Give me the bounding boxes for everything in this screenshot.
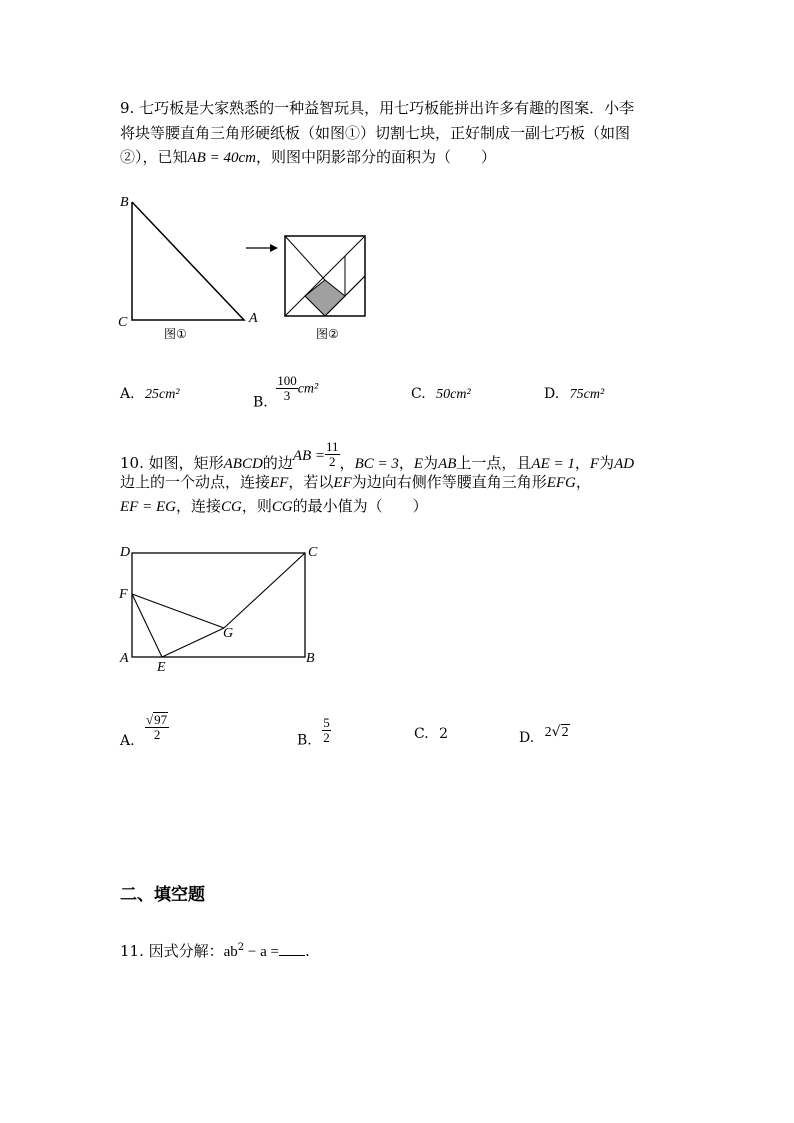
q9-line3-b: ，则图中阴影部分的面积为（ ） [255,148,496,166]
q9-option-d-label: D. [544,386,560,402]
q10-l1-d: ， [398,454,414,472]
q9-option-c-unit: cm² [450,387,471,402]
fig2-tangram [285,236,365,316]
fig1-label-b: B [120,195,129,210]
q11-expr-a: ab [223,944,238,960]
segment-gc [224,553,305,628]
q10-ab: AB [438,456,457,472]
q10-cg2: CG [271,499,293,515]
q10-l1-f: 为 [423,454,439,472]
q10-l2-b: ，若以 [288,473,334,491]
q10-option-d[interactable]: D. 2√2 [519,724,569,746]
q9-option-b-den: 3 [283,388,291,403]
q10-option-a-den: 2 [153,727,161,742]
q10-bc-eq: BC = 3 [354,456,399,472]
q9-option-b-unit: cm² [297,381,319,397]
q10-option-a-rad: 97 [154,712,168,727]
q10-option-b-label: B. [297,732,312,749]
label-e: E [157,660,166,673]
q10-ab-eq: AB = [292,448,326,464]
q9-option-c[interactable] [411,386,471,403]
q10-line3 [120,496,428,517]
fig1-triangle [132,202,244,320]
label-c: C [308,545,318,560]
q10-l1-h: 上一点，且 [456,454,532,472]
rectangle-abcd [132,553,305,657]
q9-option-b-num: 100 [277,373,297,388]
q10-option-c-value: 2 [439,726,449,742]
q9-ab-eq: AB = 40cm [187,150,256,166]
q10-l2-d: ， [575,473,591,491]
q10-option-b[interactable] [297,716,331,749]
q9-figures [110,190,390,350]
q10-option-c-label: C. [414,726,429,742]
q10-option-c[interactable] [414,726,448,742]
q9-option-a[interactable] [120,386,180,403]
q9-line3 [120,147,496,168]
q9-option-c-value: 50 [436,387,451,402]
q10-rect-name: ABCD [223,456,263,472]
label-f: F [119,587,128,602]
q10-cg: CG [220,499,242,515]
q9-option-a-label: A. [120,386,135,402]
label-g: G [223,626,234,641]
q11-answer-blank[interactable] [279,941,305,956]
segment-eg [162,628,224,657]
q10-l1-j: 为 [599,454,615,472]
q9-line3-a: ②），已知 [120,148,188,166]
q10-point-f: F [589,456,600,472]
q9-option-d-value: 75 [569,387,584,402]
fig1-label-c: C [118,315,128,330]
q9-line1: 9. 七巧板是大家熟悉的一种益智玩具，用七巧板能拼出许多有趣的图案．小李 [120,99,635,117]
label-b: B [306,651,315,666]
label-d: D [120,545,131,560]
q10-ef: EF [270,475,289,491]
q10-option-a[interactable]: A. $\frac{√97}{2}$ [120,712,168,749]
arrow-head [270,244,278,252]
q9-option-b[interactable] [253,374,318,411]
q9-option-d[interactable] [544,386,604,403]
q10-ef-eg: EF = EG [120,499,176,515]
shaded-square [305,280,345,316]
q11-expr-b: − a = [244,944,279,960]
q10-l1-i: ， [574,454,590,472]
q10-l1-b: 的边 [262,454,293,472]
fig1-caption: 图① [164,327,187,341]
q10-l2-a: 边上的一个动点，连接 [120,473,271,491]
q10-point-e: E [413,456,424,472]
q11-prefix: 11. 因式分解： [120,942,224,960]
q9-option-a-unit: cm² [159,387,180,402]
q10-option-d-rad: 2 [561,725,569,740]
q10-l3-b: ，则 [241,497,272,515]
q11-expr-exp: 2 [237,942,245,953]
q9-option-d-unit: cm² [583,387,605,402]
q10-efg: EFG [546,475,576,491]
q10-ab-num: 11 [326,439,339,454]
q10-option-a-label: A. [120,733,135,749]
q10-ae-eq: AE = 1 [531,456,575,472]
q9-line2: 将块等腰直角三角形硬纸板（如图①）切割七块，正好制成一副七巧板（如图 [120,124,631,142]
label-a: A [120,651,129,666]
q10-line1 [120,440,634,474]
q10-line2 [120,472,591,493]
section-fill-in-title: 二、填空题 [120,885,205,905]
q10-l1-c: ， [339,454,355,472]
q10-l3-c: 的最小值为（ ） [292,497,428,515]
q10-option-b-den: 2 [323,730,330,745]
q10-ab-den: 2 [329,454,336,469]
q10-ad: AD [614,456,635,472]
q9-option-a-value: 25 [145,387,160,402]
q10-option-d-coef: 2 [544,725,552,740]
q10-l2-c: 为边向右侧作等腰直角三角形 [351,473,547,491]
q9-option-b-label: B. [253,394,268,411]
q11-line [120,938,310,962]
q10-option-d-label: D. [519,730,535,746]
q10-l1-a: 10. 如图，矩形 [120,454,224,472]
q10-option-b-num: 5 [323,715,330,730]
q10-ef2: EF [333,475,352,491]
q10-figure [110,538,330,673]
q10-l3-a: ，连接 [175,497,221,515]
q9-option-c-label: C. [411,386,426,402]
q11-suffix: . [305,942,310,960]
fig2-caption: 图② [316,327,339,341]
fig1-label-a: A [249,311,258,326]
